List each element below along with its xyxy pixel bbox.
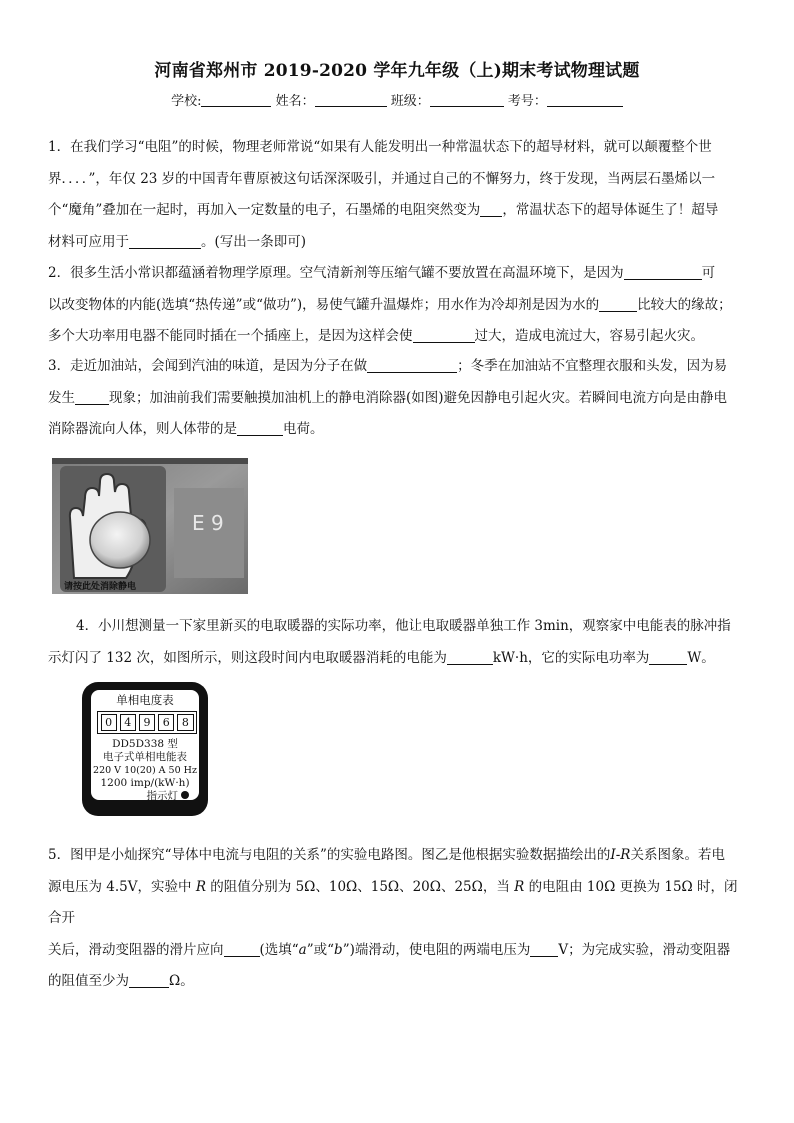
q3-text: 现象；加油前我们需要触摸加油机上的静电消除器(如图)避免因静电引起火灾。若瞬间电流方向是由静电	[109, 389, 728, 406]
q4-line-1: 4．小川想测量一下家里新买的电取暖器的实际功率，他让电取暖器单独工作 3min，观察家中电能表的脉冲指	[76, 618, 731, 634]
q5-text: Ω。	[169, 973, 194, 989]
q2-text: 多个大功率用电器不能同时插在一个插座上，是因为这样会使	[48, 328, 413, 344]
q1-text: 。(写出一条即可)	[201, 233, 307, 250]
q3-text: 消除器流向人体，则人体带的是	[48, 421, 237, 437]
q5-text: ”)端滑动，使电阻的两端电压为	[342, 941, 531, 958]
q1-line-2: 界．．．．”，年仅 23 岁的中国青年曹原被这句话深深吸引，并通过自己的不懈努力，终于发现，当两层石墨烯以一	[48, 170, 716, 187]
q5-text: 关后，滑动变阻器的滑片应向	[48, 941, 224, 958]
energy-meter	[82, 682, 208, 816]
answer-blank[interactable]	[413, 328, 475, 343]
answer-blank[interactable]	[599, 297, 637, 312]
photo-caption: 请按此处消除静电	[64, 582, 137, 592]
answer-blank[interactable]	[75, 390, 109, 405]
q1-line-3	[48, 195, 748, 227]
meter-constant: 1200 imp/(kW·h)	[100, 777, 190, 789]
q5-variable: b	[334, 941, 343, 958]
q2-line-3	[48, 321, 748, 353]
q1-line-4	[48, 227, 748, 259]
q1-text: 个“魔角”叠加在一起时，再加入一定数量的电子，石墨烯的电阻突然变为	[48, 202, 481, 218]
q4-text: kW·h，它的实际电功率为	[492, 649, 650, 666]
q5-text: 关系图象。若电	[630, 847, 725, 863]
q5-text: 的阻值分别为 5Ω、10Ω、15Ω、20Ω、25Ω，当	[210, 878, 510, 895]
q5-text: (选填“	[259, 941, 299, 958]
meter-reading	[97, 711, 197, 734]
q1-line-1: 1．在我们学习“电阻”的时候，物理老师常说“如果有人能发明出一种常温状态下的超导材料，就可以颠覆整个世	[48, 139, 712, 155]
meter-model: DD5D338 型	[112, 738, 178, 750]
indicator-label: 指示灯	[146, 790, 178, 802]
answer-blank[interactable]	[530, 942, 558, 957]
q5-line-3	[48, 935, 748, 967]
answer-blank[interactable]	[237, 421, 283, 436]
q3-text: 电荷。	[283, 421, 324, 437]
answer-blank[interactable]	[447, 650, 493, 665]
question-2	[48, 258, 748, 353]
q5-text: 5．图甲是小灿探究“导体中电流与电阻的关系”的实验电路图。图乙是他根据实验数据描绘出的	[48, 847, 611, 863]
q5-line-1	[48, 840, 748, 872]
q5-text: 源电压为 4.5V，实验中	[48, 878, 192, 895]
answer-blank[interactable]	[367, 358, 457, 373]
answer-blank[interactable]	[649, 650, 687, 665]
q2-text: 以改变物体的内能(选填“热传递”或“做功”)，易使气罐升温爆炸；用水作为冷却剂是因为水的	[48, 296, 600, 313]
meter-description: 电子式单相电能表	[103, 751, 187, 763]
meter-digit: 4	[120, 714, 136, 731]
question-4	[48, 611, 748, 674]
exam-no-label: 考号：	[507, 94, 547, 109]
q4-text: 示灯闪了 132 次，如图所示，则这段时间内电取暖器消耗的电能为	[48, 649, 447, 666]
q1-text: 材料可应用于	[48, 233, 129, 250]
student-info-line	[0, 90, 794, 109]
school-label: 学校:	[171, 94, 202, 109]
q5-variable: R	[514, 878, 525, 895]
q2-text: 2．很多生活小常识都蕴涵着物理学原理。空气清新剂等压缩气罐不要放置在高温环境下，是因为	[48, 265, 624, 281]
answer-blank[interactable]	[624, 265, 702, 280]
q5-variable: a	[298, 941, 307, 958]
school-field[interactable]	[201, 94, 271, 107]
q5-text: V；为完成实验，滑动变阻器	[558, 941, 731, 958]
class-field[interactable]	[430, 94, 504, 107]
q5-text: 的阻值至少为	[48, 973, 129, 989]
answer-blank[interactable]	[129, 973, 169, 988]
q1-text: ，常温状态下的超导体诞生了！超导	[502, 202, 719, 218]
meter-rating: 220 V 10(20) A 50 Hz	[93, 765, 197, 776]
indicator-light-icon	[181, 791, 189, 799]
q3-text: 3．走近加油站，会闻到汽油的味道，是因为分子在做	[48, 358, 368, 374]
q2-text: 可	[701, 265, 716, 281]
static-eliminator-photo	[52, 458, 248, 594]
meter-title: 单相电度表	[116, 693, 174, 707]
answer-blank[interactable]	[224, 942, 260, 957]
question-5	[48, 840, 748, 998]
question-1	[48, 132, 748, 258]
meter-digit: 0	[101, 714, 117, 731]
q3-text: ；冬季在加油站不宜整理衣服和头发，因为易	[457, 358, 728, 374]
exam-no-field[interactable]	[547, 94, 623, 107]
meter-face	[91, 690, 199, 800]
q4-text: W。	[687, 649, 715, 666]
q4-line-2	[48, 643, 748, 675]
q2-text: 比较大的缘故；	[637, 296, 732, 313]
q5-variable: R	[195, 878, 206, 895]
question-3	[48, 351, 748, 446]
name-label: 姓名：	[275, 94, 315, 109]
q3-line-1	[48, 351, 748, 383]
q3-text: 发生	[48, 389, 75, 406]
name-field[interactable]	[315, 94, 387, 107]
meter-digit: 9	[139, 714, 155, 731]
q5-line-2	[48, 872, 748, 935]
q2-text: 过大，造成电流过大，容易引起火灾。	[474, 328, 704, 344]
q2-line-1	[48, 258, 748, 290]
meter-digit: 8	[177, 714, 193, 731]
q3-line-3	[48, 414, 748, 446]
q5-text: 的电阻由 10Ω 更换为 15Ω 时，闭合开	[48, 878, 738, 926]
class-label: 班级：	[390, 94, 430, 109]
q2-line-2	[48, 290, 748, 322]
q5-variable: I-R	[610, 847, 631, 863]
plate-number: E 9	[192, 511, 224, 535]
exam-title: 河南省郑州市 2019-2020 学年九年级（上)期末考试物理试题	[154, 61, 640, 81]
q5-text: ”或“	[306, 941, 335, 958]
answer-blank[interactable]	[129, 234, 201, 249]
meter-indicator	[91, 790, 199, 803]
q5-line-4	[48, 966, 748, 998]
q3-line-2	[48, 383, 748, 415]
meter-digit: 6	[158, 714, 174, 731]
answer-blank[interactable]	[480, 202, 502, 217]
